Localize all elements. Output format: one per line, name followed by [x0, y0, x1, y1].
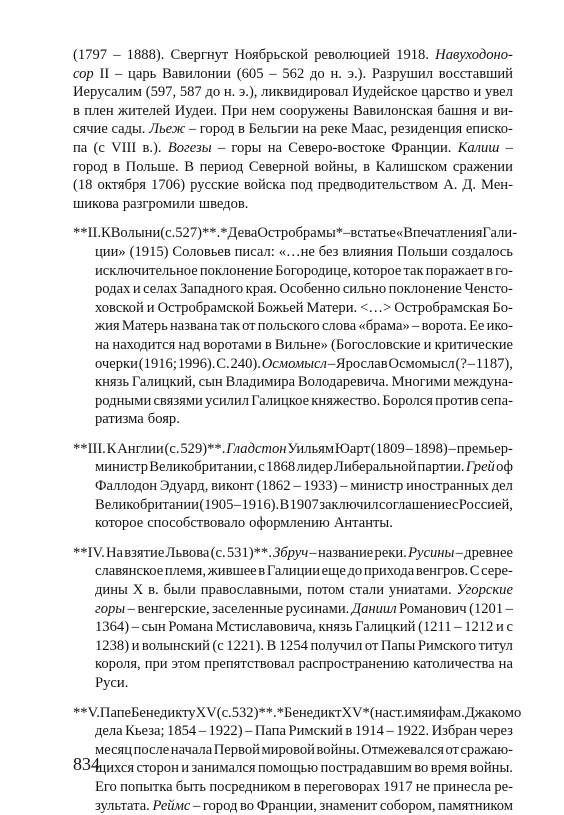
section-intro [73, 46, 513, 213]
text-line: жия Матерь названа так от польского слова «брама» – ворота. Ее ико- [95, 318, 513, 335]
text-line: на находится над воротами в Вильне» (Богословские и критические [95, 336, 513, 353]
section-ii [73, 224, 518, 429]
section-iii [73, 440, 513, 533]
text-line: 1238) и волынский (с 1221). В 1254 получил от Папы Римского титул [95, 637, 513, 654]
text-line: которое способствовало оформлению Антанты. [95, 515, 393, 532]
text-line: (1797 – 1888). Свергнут Ноябрьской революцией 1918. Навуходоно- [73, 47, 513, 63]
commentary-text [73, 46, 522, 815]
text-line: Великобритании (1905 – 1916). В 1907 заключил соглашение с Россией, [95, 496, 513, 513]
text-line: **V. Папе Бенедикту XV (с. 532)**. *Бенедикт XV* (наст. имя и фам. Джакомо [73, 704, 522, 721]
text-line: ратизма бояр. [95, 411, 180, 428]
text-line: сячие сады. Льеж – город в Бельгии на реке Маас, резиденция еписко- [73, 121, 513, 138]
text-line: зультата. Реймс – город во Франции, знаменит собором, памятником [95, 797, 513, 814]
text-line: шикова разгромили шведов. [73, 195, 249, 212]
text-line: дела Кьеза; 1854 – 1922) – Папа Римский в 1914 – 1922. Избран через [95, 723, 513, 740]
text-line: Иерусалим (597, 587 до н. э.), ликвидировал Иудейское царство и увел [73, 84, 513, 101]
page-number: 834 [73, 754, 100, 774]
text-line: па (с VIII в.). Вогезы – горы на Северо-востоке Франции. Калиш – [73, 139, 513, 156]
text-line: **II. К Волыни (с. 527)**. *Дева Остробрамы* – в статье «Впечатления Гали- [73, 225, 518, 242]
text-line: в плен жителей Иудеи. При нем сооружены Вавилонская башня и ви- [73, 102, 513, 119]
text-line: ховской и Остробрамской Божьей Матери. <…> Остробрамская Бо- [95, 299, 513, 316]
text-line: **III. К Англии (с. 529)**. Гладстон Уильям Юарт (1809 – 1898) – премьер- [73, 440, 513, 457]
text-line: ции» (1915) Соловьев писал: «…не без влияния Польши создалось [95, 243, 513, 260]
text-line: Фаллодон Эдуард, виконт (1862 – 1933) – министр иностранных дел [95, 478, 513, 495]
section-iv [73, 544, 513, 693]
text-line: сор II – царь Вавилонии (605 – 562 до н. э.). Разрушил восставший [73, 65, 513, 82]
text-line: министр Великобритании, с 1868 лидер Либеральной партии. Грей оф [95, 459, 513, 476]
section-v [73, 704, 522, 815]
text-line: Его попытка быть посредником в переговорах 1917 не принесла ре- [95, 778, 513, 795]
text-line: очерки (1916; 1996). С. 240). Осмомысл – Ярослав Осмомысл (? – 1187), [95, 355, 513, 372]
text-line: 1364) – сын Романа Мстиславовича, князь Галицкий (1211 – 1212 и с [95, 619, 513, 636]
text-line: дины X в. были православными, потом стали униатами. Угорские [95, 582, 513, 599]
text-line: родах и селах Западного края. Особенно сильно поклонение Ченсто- [95, 281, 513, 298]
text-line: месяц после начала Первой мировой войны. Отмежевался от сражаю- [95, 741, 513, 758]
text-line: щихся сторон и занимался помощью пострадавшим во время войны. [95, 760, 513, 777]
text-line: город в Польше. В период Северной войны, в Калишском сражении [73, 158, 513, 175]
text-line: **IV. На взятие Львова (с. 531)**. Збруч – название реки. Русины – древнее [73, 544, 513, 561]
text-line: Руси. [95, 675, 129, 691]
text-line: князь Галицкий, сын Владимира Володаревича. Многими междуна- [95, 374, 513, 391]
text-line: короля, при этом препятствовал распространению католичества на [95, 656, 513, 673]
text-line: славянское племя, жившее в Галиции еще до прихода венгров. С сере- [95, 563, 513, 580]
text-line: горы – венгерские, заселенные русинами. Даниил Романович (1201 – [95, 600, 513, 617]
text-line: (18 октября 1706) русские войска под предводительством А. Д. Мен- [73, 177, 513, 194]
text-line: исключительное поклонение Богородице, которое так поражает в го- [95, 262, 513, 279]
text-line: родными связями усилил Галицкое княжество. Боролся против сепа- [95, 392, 513, 409]
